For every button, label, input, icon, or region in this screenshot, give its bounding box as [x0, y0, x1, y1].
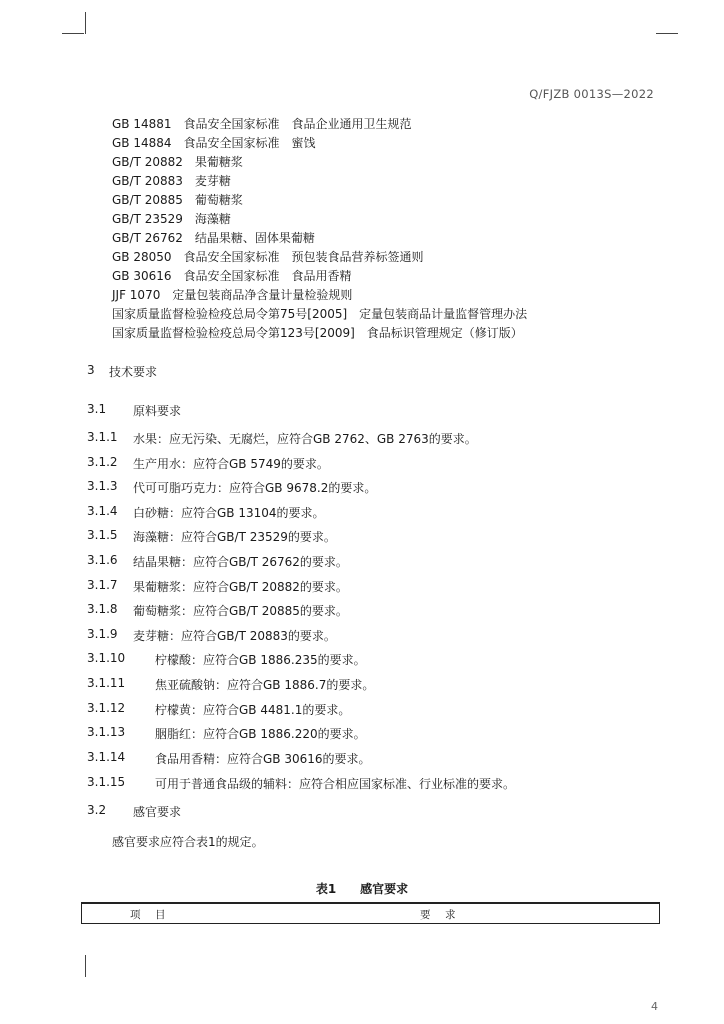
clause-text: 焦亚硫酸钠：应符合GB 1886.7的要求。 — [155, 678, 375, 692]
clause-number: 3.1.8 — [87, 602, 118, 616]
reference-item: JJF 1070 定量包装商品净含量计量检验规则 — [112, 288, 353, 302]
clause-number: 3.1.4 — [87, 504, 118, 518]
clause-text: 胭脂红：应符合GB 1886.220的要求。 — [155, 727, 366, 741]
clause-text: 海藻糖：应符合GB/T 23529的要求。 — [133, 530, 336, 544]
clause-text: 食品用香精：应符合GB 30616的要求。 — [155, 752, 371, 766]
clause-text: 代可可脂巧克力：应符合GB 9678.2的要求。 — [133, 481, 377, 495]
section-3-2-body: 感官要求应符合表1的规定。 — [112, 835, 264, 849]
sensory-requirements-table — [81, 902, 660, 924]
clause-number: 3.1.15 — [87, 775, 126, 789]
clause-text: 可用于普通食品级的辅料：应符合相应国家标准、行业标准的要求。 — [155, 777, 516, 791]
reference-item: GB 14884 食品安全国家标准 蜜饯 — [112, 136, 316, 150]
clause-text: 葡萄糖浆：应符合GB/T 20885的要求。 — [133, 604, 348, 618]
table-header-item: 项 目 — [130, 909, 168, 921]
clause-number: 3.1.9 — [87, 627, 118, 641]
clause-number: 3.1.3 — [87, 479, 118, 493]
clause-number: 3.1.1 — [87, 430, 118, 444]
crop-mark-top-left-horizontal — [62, 33, 84, 34]
clause-number: 3.1.14 — [87, 750, 126, 764]
clause-text: 结晶果糖：应符合GB/T 26762的要求。 — [133, 555, 348, 569]
clause-number: 3.1.5 — [87, 528, 118, 542]
reference-item: GB 14881 食品安全国家标准 食品企业通用卫生规范 — [112, 117, 412, 131]
section-3-2-title: 感官要求 — [133, 805, 182, 819]
reference-item: GB/T 23529 海藻糖 — [112, 212, 231, 226]
crop-mark-top-right-horizontal — [656, 33, 678, 34]
section-3-1-title: 原料要求 — [133, 404, 182, 418]
page-number: 4 — [651, 1000, 658, 1013]
clause-text: 生产用水：应符合GB 5749的要求。 — [133, 457, 329, 471]
reference-item: GB/T 20885 葡萄糖浆 — [112, 193, 243, 207]
table-caption — [0, 880, 724, 897]
clause-number: 3.1.13 — [87, 725, 126, 739]
clause-number: 3.1.10 — [87, 651, 126, 665]
crop-mark-top-left-vertical — [85, 12, 86, 34]
clause-text: 麦芽糖：应符合GB/T 20883的要求。 — [133, 629, 336, 643]
clause-number: 3.1.12 — [87, 701, 126, 715]
clause-number: 3.1.6 — [87, 553, 118, 567]
reference-item: 国家质量监督检验检疫总局令第123号[2009] 食品标识管理规定（修订版） — [112, 326, 523, 340]
section-3-number: 3 — [87, 363, 95, 377]
section-3-title: 技术要求 — [109, 365, 158, 379]
table-caption-number: 表1 — [315, 882, 337, 896]
clause-text: 白砂糖：应符合GB 13104的要求。 — [133, 506, 325, 520]
clause-text: 柠檬酸：应符合GB 1886.235的要求。 — [155, 653, 366, 667]
table-header-requirement: 要 求 — [420, 909, 458, 921]
reference-item: GB/T 20882 果葡糖浆 — [112, 155, 243, 169]
reference-item: 国家质量监督检验检疫总局令第75号[2005] 定量包装商品计量监督管理办法 — [112, 307, 528, 321]
table-caption-title: 感官要求 — [360, 882, 409, 896]
reference-item: GB 30616 食品安全国家标准 食品用香精 — [112, 269, 352, 283]
clause-number: 3.1.7 — [87, 578, 118, 592]
reference-item: GB 28050 食品安全国家标准 预包装食品营养标签通则 — [112, 250, 424, 264]
clause-number: 3.1.11 — [87, 676, 126, 690]
clause-text: 果葡糖浆：应符合GB/T 20882的要求。 — [133, 580, 348, 594]
clause-number: 3.1.2 — [87, 455, 118, 469]
reference-item: GB/T 26762 结晶果糖、固体果葡糖 — [112, 231, 315, 245]
crop-mark-bottom-left-vertical — [85, 955, 86, 977]
reference-item: GB/T 20883 麦芽糖 — [112, 174, 231, 188]
clause-text: 水果：应无污染、无腐烂，应符合GB 2762、GB 2763的要求。 — [133, 432, 477, 446]
section-3-2-number: 3.2 — [87, 803, 107, 817]
section-3-1-number: 3.1 — [87, 402, 107, 416]
document-code: Q/FJZB 0013S—2022 — [529, 87, 654, 101]
clause-text: 柠檬黄：应符合GB 4481.1的要求。 — [155, 703, 351, 717]
